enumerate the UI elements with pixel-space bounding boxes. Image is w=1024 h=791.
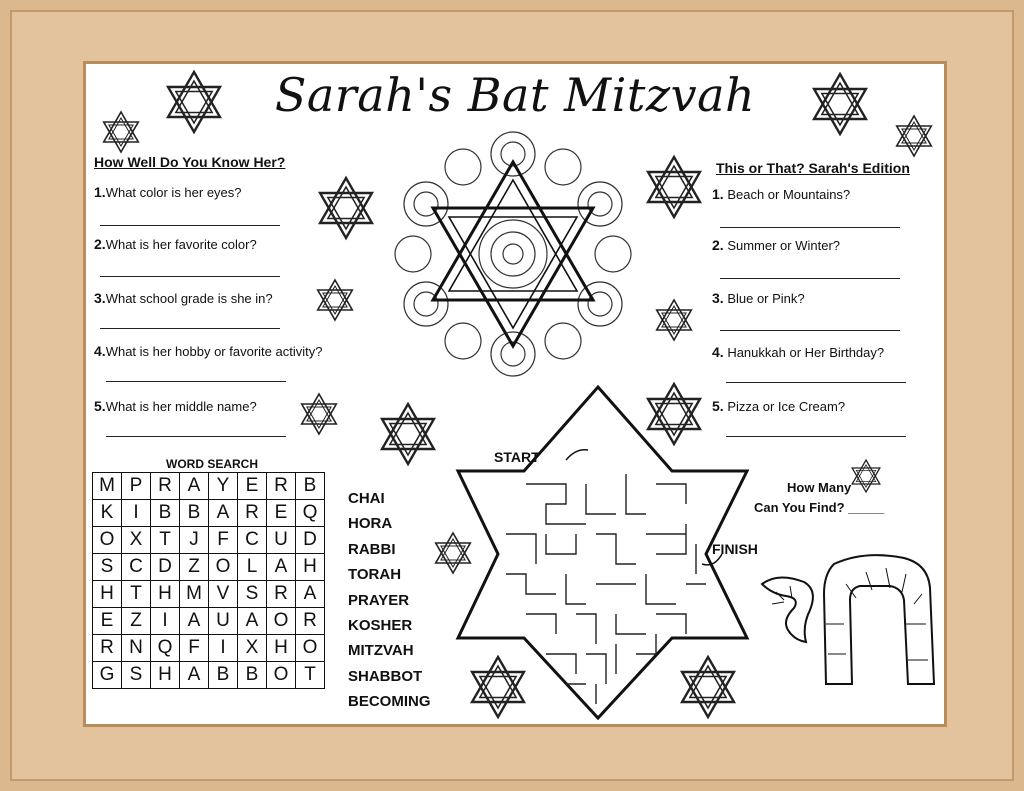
word-search-cell[interactable]: S <box>238 581 267 608</box>
word-search-cell[interactable]: R <box>238 500 267 527</box>
word-search-cell[interactable]: L <box>238 554 267 581</box>
right-section-heading: This or That? Sarah's Edition <box>716 160 910 176</box>
star-of-david-icon <box>682 657 734 717</box>
word-search-cell[interactable]: M <box>180 581 209 608</box>
word-search-cell[interactable]: I <box>209 635 238 662</box>
hebrew-chai-icon <box>762 555 934 684</box>
maze-start-label: START <box>494 449 540 465</box>
word-search-cell[interactable]: A <box>180 473 209 500</box>
star-of-david-icon <box>382 404 434 464</box>
star-of-david-icon <box>168 72 220 132</box>
word-search-cell[interactable]: H <box>151 662 180 689</box>
left-section-heading: How Well Do You Know Her? <box>94 154 286 170</box>
question-number: 4. <box>94 343 106 359</box>
word-item: RABBI <box>348 540 396 558</box>
word-search-cell[interactable]: R <box>267 473 296 500</box>
star-of-david-icon <box>104 112 139 152</box>
star-of-david-icon <box>320 178 372 238</box>
decorations <box>86 64 944 724</box>
question-text: Hanukkah or Her Birthday? <box>727 345 885 360</box>
word-search-cell[interactable]: F <box>209 527 238 554</box>
activity-sheet <box>86 64 944 724</box>
word-search-cell[interactable]: T <box>296 662 325 689</box>
word-search-cell[interactable]: C <box>238 527 267 554</box>
star-of-david-icon <box>472 657 524 717</box>
maze-finish-label: FINISH <box>712 541 758 557</box>
question-number: 2. <box>94 236 106 252</box>
word-search-cell[interactable]: O <box>209 554 238 581</box>
word-search-cell[interactable]: M <box>93 473 122 500</box>
star-of-david-icon <box>302 394 337 434</box>
word-search-cell[interactable]: O <box>267 662 296 689</box>
word-search-cell[interactable]: R <box>93 635 122 662</box>
word-search-cell[interactable]: T <box>151 527 180 554</box>
word-search-cell[interactable]: K <box>93 500 122 527</box>
word-search-cell[interactable]: B <box>296 473 325 500</box>
word-search-cell[interactable]: E <box>93 608 122 635</box>
star-of-david-icon <box>648 157 700 217</box>
word-item: CHAI <box>348 490 385 507</box>
word-item: KOSHER <box>348 617 413 635</box>
question-text: What is her middle name? <box>105 399 257 414</box>
question-number: 4. <box>712 344 724 360</box>
word-search-cell[interactable]: N <box>122 635 151 662</box>
word-search-title: WORD SEARCH <box>166 457 258 471</box>
word-search-cell[interactable]: B <box>209 662 238 689</box>
word-item: HORA <box>348 515 393 533</box>
word-search-cell[interactable]: S <box>93 554 122 581</box>
word-search-cell[interactable]: I <box>151 608 180 635</box>
word-search-cell[interactable]: P <box>122 473 151 500</box>
word-search-cell[interactable]: E <box>238 473 267 500</box>
word-search-cell[interactable]: X <box>122 527 151 554</box>
word-search-cell[interactable]: J <box>180 527 209 554</box>
maze[interactable] <box>458 387 747 718</box>
word-search-cell[interactable]: T <box>122 581 151 608</box>
question-number: 5. <box>712 398 724 414</box>
star-of-david-icon <box>318 280 353 320</box>
word-search-cell[interactable]: Z <box>180 554 209 581</box>
word-item: PRAYER <box>348 591 410 609</box>
word-item: BECOMING <box>348 693 431 711</box>
question-text: Summer or Winter? <box>727 238 841 253</box>
word-search-cell[interactable]: Q <box>296 500 325 527</box>
word-search-cell[interactable]: Q <box>151 635 180 662</box>
word-search-cell[interactable]: A <box>267 554 296 581</box>
word-search-cell[interactable]: H <box>151 581 180 608</box>
word-search-cell[interactable]: H <box>93 581 122 608</box>
word-search-cell[interactable]: F <box>180 635 209 662</box>
word-search-cell[interactable]: A <box>180 662 209 689</box>
question-text: What color is her eyes? <box>105 185 242 200</box>
word-item: MITZVAH <box>348 642 414 660</box>
word-search-cell[interactable]: Y <box>209 473 238 500</box>
word-item: TORAH <box>348 566 402 584</box>
question-text: What school grade is she in? <box>105 291 273 306</box>
word-search-cell[interactable]: X <box>238 635 267 662</box>
word-search-cell[interactable]: I <box>122 500 151 527</box>
question-text: What is her favorite color? <box>105 237 257 252</box>
word-search-cell[interactable]: U <box>209 608 238 635</box>
question-number: 3. <box>712 290 724 306</box>
star-of-david-icon <box>436 533 471 573</box>
word-search-cell[interactable]: D <box>296 527 325 554</box>
word-search-cell[interactable]: O <box>296 635 325 662</box>
word-search-cell[interactable]: V <box>209 581 238 608</box>
word-search-cell[interactable]: B <box>151 500 180 527</box>
word-search-cell[interactable]: C <box>122 554 151 581</box>
question-number: 3. <box>94 290 106 306</box>
count-line-2: Can You Find? _____ <box>754 500 885 515</box>
count-line-1: How Many <box>786 480 852 495</box>
question-text: What is her hobby or favorite activity? <box>105 344 323 359</box>
word-item: SHABBOT <box>348 667 423 685</box>
word-search-cell[interactable]: Z <box>122 608 151 635</box>
star-of-david-icon <box>648 384 700 444</box>
question-number: 1. <box>712 186 724 202</box>
word-search-cell[interactable]: R <box>296 608 325 635</box>
star-of-david-icon <box>657 300 692 340</box>
question-number: 2. <box>712 237 724 253</box>
star-of-david-icon <box>897 116 932 156</box>
word-search-cell[interactable]: A <box>238 608 267 635</box>
word-search-cell[interactable]: D <box>151 554 180 581</box>
word-search-cell[interactable]: U <box>267 527 296 554</box>
word-search-cell[interactable]: R <box>267 581 296 608</box>
word-search-cell[interactable]: G <box>93 662 122 689</box>
word-search-cell[interactable]: A <box>180 608 209 635</box>
word-search-cell[interactable]: H <box>296 554 325 581</box>
count-question <box>754 478 884 518</box>
question-number: 5. <box>94 398 106 414</box>
question-text: Pizza or Ice Cream? <box>727 399 846 414</box>
mandala-star-icon <box>395 132 631 376</box>
word-search-cell[interactable]: B <box>180 500 209 527</box>
word-search-cell[interactable]: H <box>267 635 296 662</box>
word-search-cell[interactable]: S <box>122 662 151 689</box>
page-title: Sarah's Bat Mitzvah <box>274 68 756 122</box>
question-text: Beach or Mountains? <box>727 187 851 202</box>
word-search-cell[interactable]: E <box>267 500 296 527</box>
question-text: Blue or Pink? <box>727 291 805 306</box>
word-search-cell[interactable]: A <box>209 500 238 527</box>
star-of-david-icon <box>814 74 866 134</box>
word-search-cell[interactable]: O <box>267 608 296 635</box>
word-search-cell[interactable]: A <box>296 581 325 608</box>
word-search-cell[interactable]: B <box>238 662 267 689</box>
word-search-cell[interactable]: O <box>93 527 122 554</box>
question-number: 1. <box>94 184 106 200</box>
word-search-cell[interactable]: R <box>151 473 180 500</box>
